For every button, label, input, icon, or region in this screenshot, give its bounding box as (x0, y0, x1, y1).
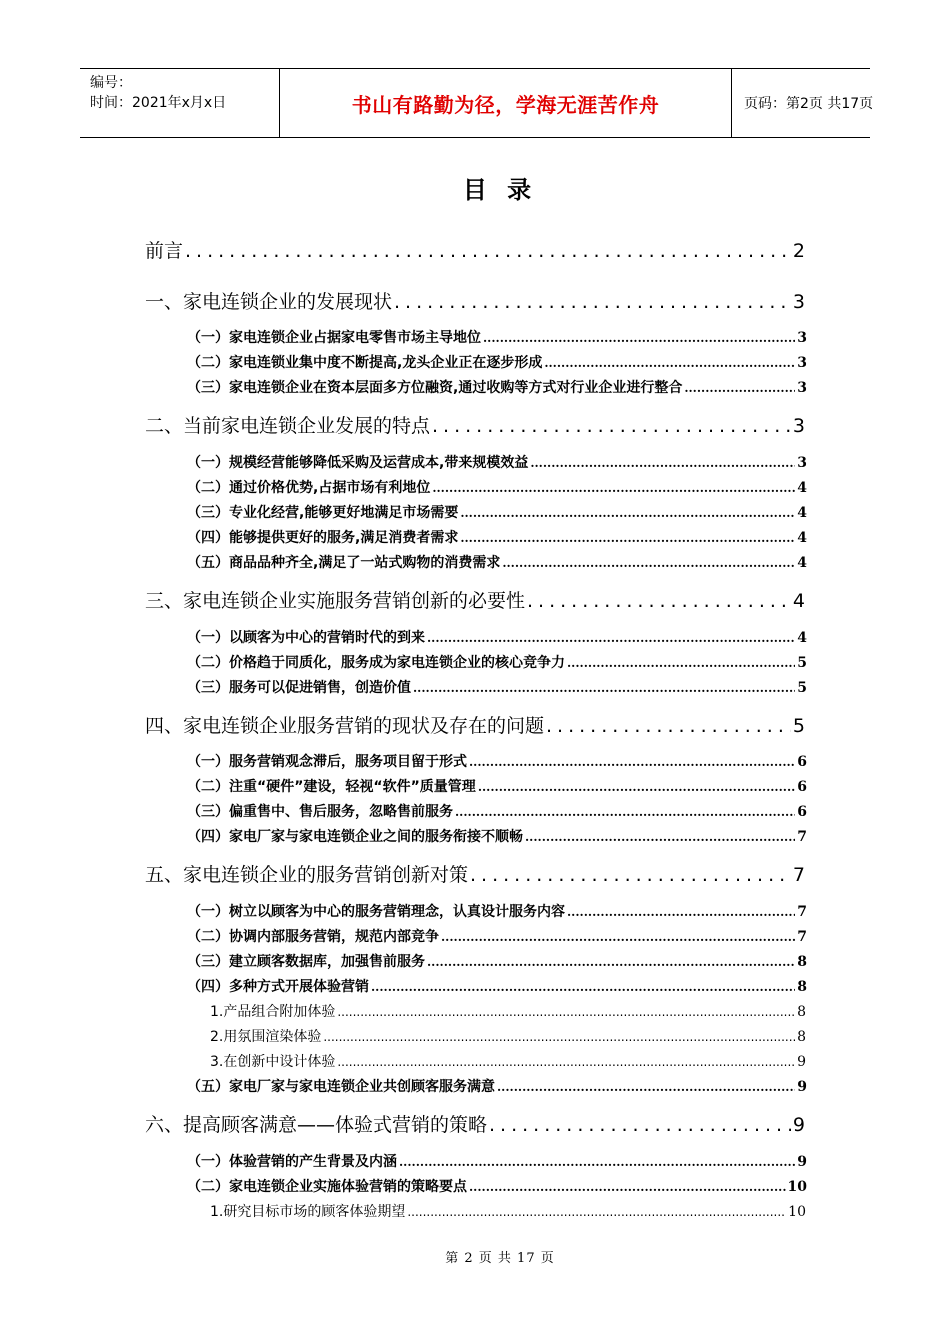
toc-leader-dots (460, 531, 795, 545)
toc-entry-page: 4 (797, 480, 807, 496)
toc-entry-title: 五、家电连锁企业的服务营销创新对策 (145, 864, 469, 886)
toc-entry-title: 四、家电连锁企业服务营销的现状及存在的问题 (145, 715, 545, 737)
toc-entry-title: （二）注重“硬件”建设，轻视“软件”质量管理 (187, 779, 476, 795)
toc-entry[interactable] (187, 352, 807, 372)
toc-entry-page: 10 (787, 1179, 807, 1195)
toc-entry-title: 一、家电连锁企业的发展现状 (145, 291, 393, 313)
toc-entry-title: （四）家电厂家与家电连锁企业之间的服务衔接不顺畅 (187, 829, 523, 845)
toc-entry-page: 7 (797, 929, 807, 945)
toc-entry-title: （三）服务可以促进销售，创造价值 (187, 680, 411, 696)
toc-leader-dots (441, 930, 795, 944)
toc-entry-page: 8 (797, 954, 807, 970)
toc-entry-page: 9 (797, 1154, 807, 1170)
toc-entry[interactable] (187, 502, 807, 522)
toc-entry[interactable] (187, 1176, 807, 1196)
toc-leader-dots (413, 681, 795, 695)
date-label: 时间：2021年x月x日 (90, 95, 227, 111)
toc-entry-title: （一）家电连锁企业占据家电零售市场主导地位 (187, 330, 481, 346)
toc-entry-title: （二）价格趋于同质化，服务成为家电连锁企业的核心竞争力 (187, 655, 565, 671)
toc-entry[interactable] (210, 1201, 806, 1221)
toc-entry-page: 3 (797, 355, 807, 371)
toc-entry-page: 9 (797, 1079, 807, 1095)
toc-entry-title: 二、当前家电连锁企业发展的特点 (145, 415, 431, 437)
toc-entry[interactable] (210, 1026, 806, 1046)
toc-entry-page: 7 (792, 864, 805, 886)
toc-entry-page: 5 (792, 715, 805, 737)
toc-entry-page: 6 (797, 804, 807, 820)
toc-entry[interactable] (187, 627, 807, 647)
toc-entry[interactable] (187, 377, 807, 397)
toc-entry-title: （一）树立以顾客为中心的服务营销理念，认真设计服务内容 (187, 904, 565, 920)
toc-entry-page: 3 (797, 455, 807, 471)
toc-entry-title: （三）偏重售中、售后服务，忽略售前服务 (187, 804, 453, 820)
toc-entry-title: （三）家电连锁企业在资本层面多方位融资,通过收购等方式对行业企业进行整合 (187, 380, 683, 396)
toc-entry-page: 5 (797, 655, 807, 671)
toc-entry-page: 2 (792, 240, 805, 262)
toc-entry[interactable] (187, 452, 807, 472)
page-footer: 第 2 页 共 17 页 (445, 1251, 555, 1266)
toc-leader-dots (483, 331, 795, 345)
toc-entry[interactable] (187, 1151, 807, 1171)
toc-entry[interactable] (145, 411, 805, 438)
toc-entry[interactable] (210, 1001, 806, 1021)
toc-entry[interactable] (210, 1051, 806, 1071)
toc-leader-dots (530, 456, 795, 470)
toc-entry-page: 4 (797, 505, 807, 521)
toc-entry[interactable] (187, 1076, 807, 1096)
toc-entry-title: （三）专业化经营,能够更好地满足市场需要 (187, 505, 459, 521)
toc-entry[interactable] (187, 926, 807, 946)
toc-entry[interactable] (145, 236, 805, 263)
toc-entry-title: （五）商品品种齐全,满足了一站式购物的消费需求 (187, 555, 501, 571)
toc-entry[interactable] (187, 477, 807, 497)
toc-entry[interactable] (187, 652, 807, 672)
toc-entry-title: 六、提高顾客满意——体验式营销的策略 (145, 1114, 488, 1136)
toc-entry-title: 前言 (145, 240, 184, 262)
number-label: 编号： (90, 75, 132, 91)
toc-leader-dots (527, 590, 791, 612)
toc-entry[interactable] (187, 901, 807, 921)
toc-entry-title: （二）通过价格优势,占据市场有利地位 (187, 480, 431, 496)
toc-entry[interactable] (145, 860, 805, 887)
page-header (80, 68, 874, 138)
toc-entry[interactable] (187, 751, 807, 771)
toc-entry-title: 2.用氛围渲染体验 (210, 1029, 322, 1045)
toc-leader-dots (567, 905, 795, 919)
toc-leader-dots (432, 415, 791, 437)
toc-entry[interactable] (145, 586, 805, 613)
toc-entry[interactable] (187, 552, 807, 572)
toc-entry-title: （三）建立顾客数据库，加强售前服务 (187, 954, 425, 970)
toc-entry-page: 4 (792, 590, 805, 612)
toc-entry-title: （二）协调内部服务营销，规范内部竞争 (187, 929, 439, 945)
toc-entry[interactable] (187, 976, 807, 996)
toc-leader-dots (469, 1180, 786, 1194)
toc-entry-page: 9 (792, 1114, 805, 1136)
toc-entry[interactable] (187, 951, 807, 971)
toc-entry-page: 10 (788, 1204, 806, 1220)
toc-leader-dots (427, 631, 795, 645)
toc-leader-dots (337, 1055, 795, 1069)
toc-entry-page: 3 (792, 291, 805, 313)
toc-entry-title: （二）家电连锁企业实施体验营销的策略要点 (187, 1179, 467, 1195)
toc-entry-page: 8 (797, 979, 807, 995)
toc-entry[interactable] (145, 287, 805, 314)
toc-title: 目 录 (462, 175, 538, 204)
toc-leader-dots (399, 1155, 795, 1169)
toc-leader-dots (544, 356, 795, 370)
toc-entry-page: 6 (797, 779, 807, 795)
toc-leader-dots (427, 955, 795, 969)
toc-leader-dots (455, 805, 795, 819)
toc-leader-dots (323, 1030, 795, 1044)
toc-leader-dots (432, 481, 795, 495)
toc-entry-title: 1.产品组合附加体验 (210, 1004, 336, 1020)
toc-entry-title: （四）能够提供更好的服务,满足消费者需求 (187, 530, 459, 546)
toc-entry[interactable] (187, 677, 807, 697)
toc-leader-dots (489, 1114, 791, 1136)
toc-entry-title: （二）家电连锁业集中度不断提高,龙头企业正在逐步形成 (187, 355, 543, 371)
toc-leader-dots (394, 291, 791, 313)
header-motto: 书山有路勤为径，学海无涯苦作舟 (280, 69, 732, 137)
toc-leader-dots (371, 980, 795, 994)
toc-entry[interactable] (145, 711, 805, 738)
toc-leader-dots (469, 755, 795, 769)
toc-leader-dots (567, 656, 795, 670)
toc-entry-page: 3 (792, 415, 805, 437)
toc-leader-dots (407, 1205, 786, 1219)
toc-entry-page: 8 (797, 1004, 806, 1020)
toc-entry-title: （一）规模经营能够降低采购及运营成本,带来规模效益 (187, 455, 529, 471)
toc-entry-page: 4 (797, 530, 807, 546)
header-page-info: 页码：第2页 共17页 (744, 96, 874, 112)
toc-entry-page: 5 (797, 680, 807, 696)
toc-entry-title: （一）体验营销的产生背景及内涵 (187, 1154, 397, 1170)
toc-entry-title: 3.在创新中设计体验 (210, 1054, 336, 1070)
toc-entry-title: （四）多种方式开展体验营销 (187, 979, 369, 995)
toc-entry[interactable] (145, 1110, 805, 1137)
toc-entry-page: 8 (797, 1029, 806, 1045)
toc-leader-dots (470, 864, 791, 886)
toc-entry[interactable] (187, 327, 807, 347)
header-meta (80, 69, 280, 137)
toc-leader-dots (497, 1080, 795, 1094)
toc-leader-dots (684, 381, 795, 395)
toc-entry[interactable] (187, 527, 807, 547)
toc-entry-title: 三、家电连锁企业实施服务营销创新的必要性 (145, 590, 526, 612)
toc-entry-page: 3 (797, 380, 807, 396)
toc-entry-title: 1.研究目标市场的顾客体验期望 (210, 1204, 406, 1220)
toc-entry[interactable] (187, 826, 807, 846)
toc-entry-title: （五）家电厂家与家电连锁企业共创顾客服务满意 (187, 1079, 495, 1095)
toc-entry-title: （一）以顾客为中心的营销时代的到来 (187, 630, 425, 646)
toc-entry-page: 9 (797, 1054, 806, 1070)
toc-leader-dots (502, 556, 795, 570)
toc-entry[interactable] (187, 776, 807, 796)
toc-entry-page: 6 (797, 754, 807, 770)
toc-leader-dots (546, 715, 791, 737)
toc-leader-dots (460, 506, 795, 520)
toc-leader-dots (185, 240, 791, 262)
toc-entry-page: 7 (797, 904, 807, 920)
toc-entry-page: 7 (797, 829, 807, 845)
toc-leader-dots (525, 830, 795, 844)
toc-entry-page: 4 (797, 630, 807, 646)
toc-entry-page: 3 (797, 330, 807, 346)
toc-leader-dots (478, 780, 795, 794)
toc-entry-title: （一）服务营销观念滞后，服务项目留于形式 (187, 754, 467, 770)
toc-leader-dots (337, 1005, 795, 1019)
toc-entry-page: 4 (797, 555, 807, 571)
toc-entry[interactable] (187, 801, 807, 821)
